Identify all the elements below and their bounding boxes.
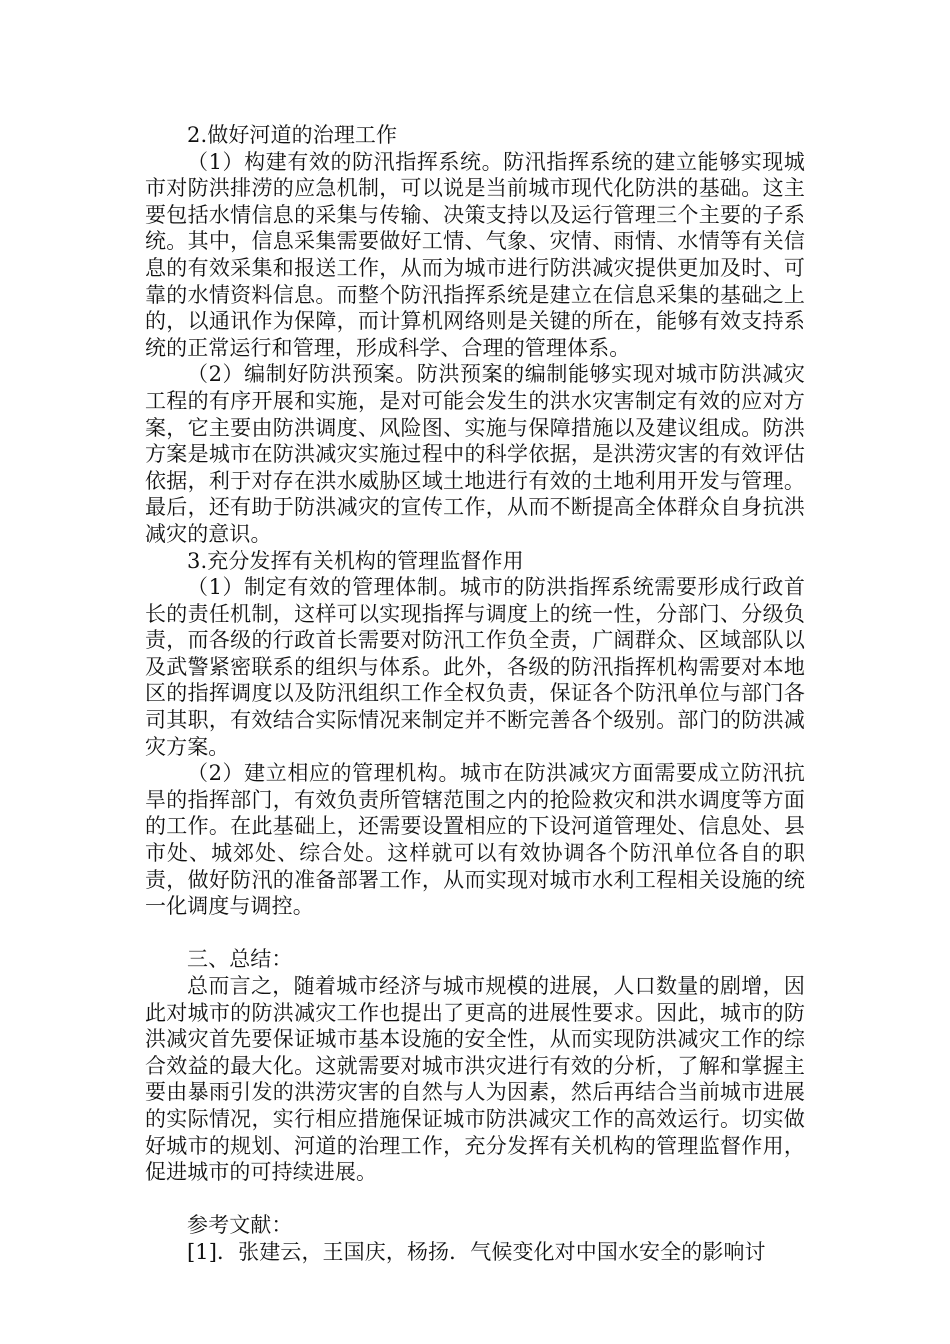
paragraph-management-system: （1）制定有效的管理体制。城市的防洪指挥系统需要形成行政首长的责任机制，这样可以实现指挥与调度上的统一性，分部门、分级负责，而各级的行政首长需要对防汛工作负全责，广阔群众、区域部队以及武警紧密联系的组织与体系。此外，各级的防汛指挥机构需要对本地区的指挥调度以及防汛组织工作全权负责，保证各个防汛单位与部门各司其职，有效结合实际情况来制定并不断完善各个级别。部门的防洪减灾方案。 — [145, 575, 805, 759]
document-page — [145, 122, 805, 1266]
reference-item: [1]．张建云，王国庆，杨扬．气候变化对中国水安全的影响讨 — [187, 1239, 766, 1264]
paragraph-flood-plan: （2）编制好防洪预案。防洪预案的编制能够实现对城市防洪减灾工程的有序开展和实施，是对可能会发生的洪水灾害制定有效的应对方案，它主要由防洪调度、风险图、实施与保障措施以及建议组成。防洪方案是城市在防洪减灾实施过程中的科学依据，是洪涝灾害的有效评估依据，利于对存在洪水威胁区域土地进行有效的土地利用开发与管理。最后，还有助于防洪减灾的宣传工作，从而不断提高全体群众自身抗洪减灾的意识。 — [145, 362, 805, 546]
references-heading: 参考文献： — [187, 1213, 293, 1238]
section-heading-summary: 三、总结： — [187, 947, 293, 972]
paragraph-spacer — [145, 920, 805, 947]
paragraph-spacer — [145, 1186, 805, 1213]
paragraph-flood-command-system: （1）构建有效的防汛指挥系统。防汛指挥系统的建立能够实现城市对防洪排涝的应急机制，可以说是当前城市现代化防洪的基础。这主要包括水情信息的采集与传输、决策支持以及运行管理三个主要的子系统。其中，信息采集需要做好工情、气象、灾情、雨情、水情等有关信息的有效采集和报送工作，从而为城市进行防洪减灾提供更加及时、可靠的水情资料信息。而整个防汛指挥系统是建立在信息采集的基础之上的，以通讯作为保障，而计算机网络则是关键的所在，能够有效支持系统的正常运行和管理，形成科学、合理的管理体系。 — [145, 149, 805, 360]
paragraph-summary: 总而言之，随着城市经济与城市规模的进展，人口数量的剧增，因此对城市的防洪减灾工作也提出了更高的进展性要求。因此，城市的防洪减灾首先要保证城市基本设施的安全性，从而实现防洪减灾工作的综合效益的最大化。这就需要对城市洪灾进行有效的分析，了解和掌握主要由暴雨引发的洪涝灾害的自然与人为因素，然后再结合当前城市进展的实际情况，实行相应措施保证城市防洪减灾工作的高效运行。切实做好城市的规划、河道的治理工作，充分发挥有关机构的管理监督作用，促进城市的可持续进展。 — [145, 974, 805, 1185]
section-heading-river-governance: 2.做好河道的治理工作 — [187, 123, 398, 147]
section-heading-supervision: 3.充分发挥有关机构的管理监督作用 — [187, 548, 524, 573]
paragraph-management-agency: （2）建立相应的管理机构。城市在防洪减灾方面需要成立防汛抗旱的指挥部门，有效负责所管辖范围之内的抢险救灾和洪水调度等方面的工作。在此基础上，还需要设置相应的下设河道管理处、信息处、县市处、城郊处、综合处。这样就可以有效协调各个防汛单位各自的职责，做好防汛的准备部署工作，从而实现对城市水利工程相关设施的统一化调度与调控。 — [145, 761, 805, 919]
